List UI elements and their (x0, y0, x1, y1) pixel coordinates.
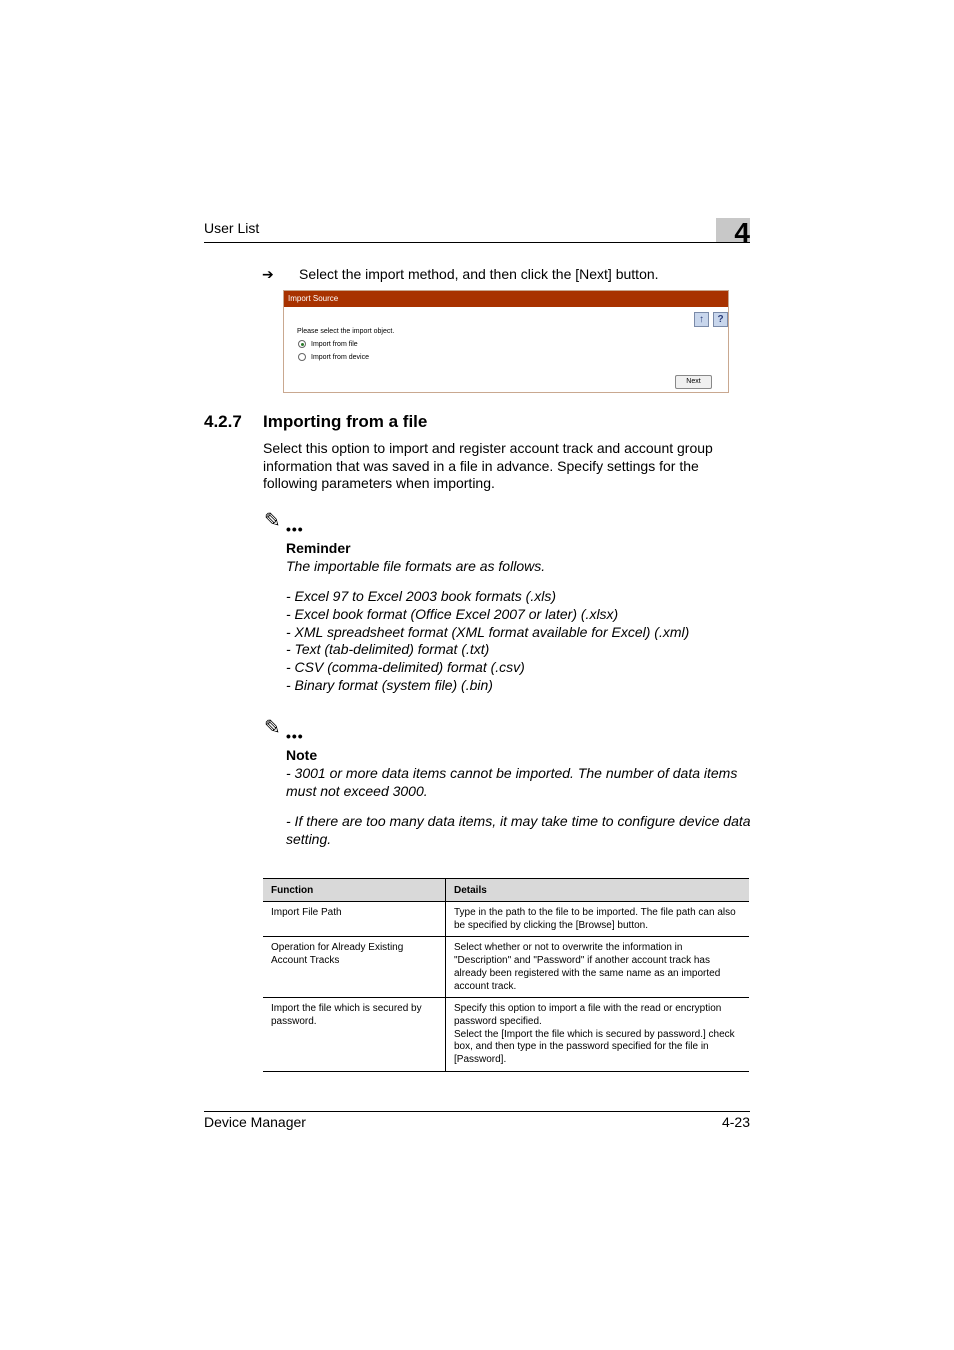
running-header: User List (204, 220, 260, 236)
table-cell-details: Select whether or not to overwrite the information in "Description" and "Password" if another account track has already been registered with the same name as an imported account track. (446, 937, 750, 998)
radio-label: Import from device (311, 353, 369, 361)
dialog-prompt: Please select the import object. (297, 328, 395, 335)
footer-rule (204, 1111, 750, 1112)
pencil-icon: ✎ (264, 717, 281, 739)
ellipsis-icon: ••• (286, 521, 304, 537)
column-header: Function (263, 879, 446, 902)
ellipsis-icon: ••• (286, 728, 304, 744)
next-button[interactable]: Next (675, 375, 712, 389)
table-cell-details: Specify this option to import a file with the read or encryption password specified. Select the [Import the file which is secured by password.] check box, and then type in the password specified for the file in [Password]. (446, 998, 750, 1072)
format-list (286, 588, 689, 695)
list-item: - CSV (comma-delimited) format (.csv) (286, 659, 525, 676)
column-header: Details (446, 879, 750, 902)
section-body: Select this option to import and register account track and account group information that was saved in a file in advance. Specify settings for the following parameters when importing. (263, 440, 713, 491)
section-number: 4.2.7 (204, 412, 242, 431)
table-cell-details: Type in the path to the file to be imported. The file path can also be specified by clicking the [Browse] button. (446, 902, 750, 937)
radio-label: Import from file (311, 340, 358, 348)
section-title: Importing from a file (263, 412, 428, 431)
radio-selected-icon[interactable] (298, 340, 306, 348)
table-cell-function: Import the file which is secured by password. (263, 998, 446, 1072)
note-item: - 3001 or more data items cannot be imported. The number of data items must not exceed 3000. (286, 765, 738, 799)
pencil-icon: ✎ (264, 510, 281, 532)
dialog-title: Import Source (284, 291, 728, 307)
import-source-dialog (283, 290, 729, 393)
step-arrow-icon: ➔ (262, 266, 274, 282)
reminder-title: Reminder (286, 540, 351, 556)
radio-import-from-file[interactable] (298, 340, 358, 348)
list-item: - Text (tab-delimited) format (.txt) (286, 641, 490, 658)
reminder-intro: The importable file formats are as follows. (286, 558, 546, 574)
radio-unselected-icon[interactable] (298, 353, 306, 361)
table-header-row (263, 879, 749, 902)
header-rule (204, 242, 750, 243)
list-item: - Excel 97 to Excel 2003 book formats (.xls) (286, 588, 556, 604)
table-cell-function: Import File Path (263, 902, 446, 937)
list-item: - Excel book format (Office Excel 2007 or later) (.xlsx) (286, 605, 619, 622)
step-instruction: Select the import method, and then click the [Next] button. (299, 266, 659, 282)
table-row (263, 937, 749, 998)
table-row (263, 998, 749, 1072)
table-row (263, 902, 749, 937)
page-number: 4-23 (721, 1114, 750, 1130)
footer-title: Device Manager (204, 1114, 306, 1130)
help-icon[interactable]: ? (713, 312, 728, 327)
note-title: Note (286, 747, 318, 763)
note-item: - If there are too many data items, it may take time to configure device data setting. (286, 813, 751, 847)
chapter-number: 4 (734, 217, 750, 248)
list-item: - XML spreadsheet format (XML format available for Excel) (.xml) (286, 623, 690, 640)
list-item: - Binary format (system file) (.bin) (286, 676, 493, 693)
table-cell-function: Operation for Already Existing Account Tracks (263, 937, 446, 998)
parameter-table (263, 878, 749, 1072)
radio-import-from-device[interactable] (298, 353, 369, 361)
up-arrow-icon[interactable]: ↑ (694, 312, 709, 327)
